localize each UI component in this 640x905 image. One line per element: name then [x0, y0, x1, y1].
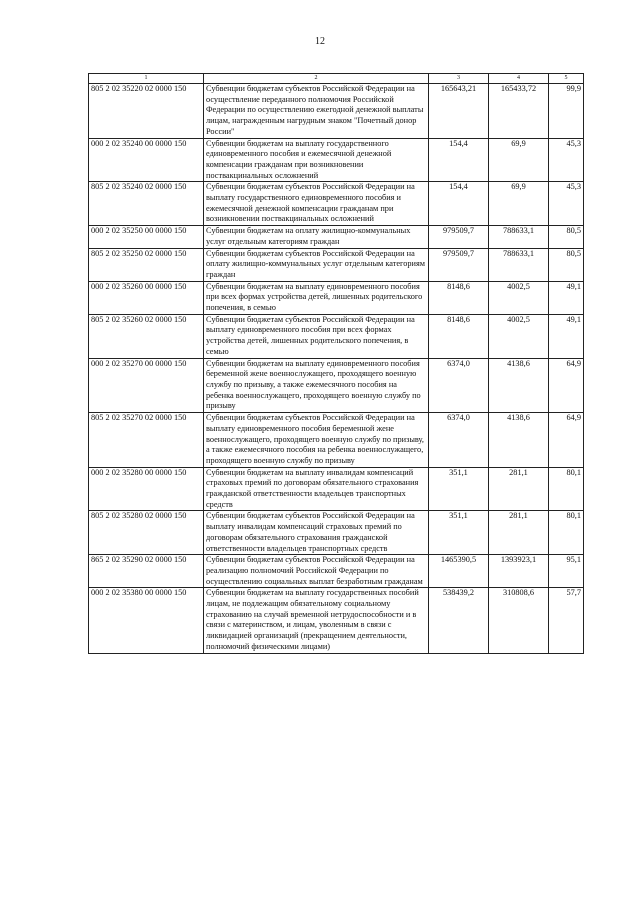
name-cell: Субвенции бюджетам субъектов Российской Федерации на выплату единовременного пособия при всех формах устройства детей, лишенных родительского попечения, в семью — [204, 314, 429, 358]
actual-value-cell: 69,9 — [489, 138, 549, 182]
code-cell: 000 2 02 35270 00 0000 150 — [89, 358, 204, 413]
code-cell: 805 2 02 35280 02 0000 150 — [89, 511, 204, 555]
column-number-cell: 4 — [489, 74, 549, 84]
table-body — [89, 74, 584, 654]
actual-value-cell: 788633,1 — [489, 226, 549, 248]
column-number-cell: 2 — [204, 74, 429, 84]
percent-cell: 57,7 — [549, 588, 584, 653]
code-cell: 805 2 02 35250 02 0000 150 — [89, 248, 204, 281]
percent-cell: 99,9 — [549, 84, 584, 139]
name-cell: Субвенции бюджетам на оплату жилищно-коммунальных услуг отдельным категориям граждан — [204, 226, 429, 248]
percent-cell: 64,9 — [549, 358, 584, 413]
percent-cell: 49,1 — [549, 314, 584, 358]
percent-cell: 64,9 — [549, 413, 584, 468]
code-cell: 865 2 02 35290 02 0000 150 — [89, 555, 204, 588]
percent-cell: 49,1 — [549, 281, 584, 314]
code-cell: 000 2 02 35280 00 0000 150 — [89, 467, 204, 511]
name-cell: Субвенции бюджетам субъектов Российской Федерации на выплату инвалидам компенсаций страховых премий по договорам обязательного страхования гражданской ответственности владельцев транспортных средств — [204, 511, 429, 555]
table-row — [89, 84, 584, 139]
actual-value-cell: 1393923,1 — [489, 555, 549, 588]
plan-value-cell: 154,4 — [429, 182, 489, 226]
name-cell: Субвенции бюджетам субъектов Российской Федерации на выплату государственного единовременного пособия и ежемесячной денежной компенсации гражданам при возникновении поствакцинальных осложнений — [204, 182, 429, 226]
actual-value-cell: 4002,5 — [489, 281, 549, 314]
percent-cell: 80,5 — [549, 248, 584, 281]
actual-value-cell: 69,9 — [489, 182, 549, 226]
code-cell: 000 2 02 35380 00 0000 150 — [89, 588, 204, 653]
plan-value-cell: 6374,0 — [429, 413, 489, 468]
table-row — [89, 248, 584, 281]
code-cell: 000 2 02 35240 00 0000 150 — [89, 138, 204, 182]
table-row — [89, 182, 584, 226]
name-cell: Субвенции бюджетам субъектов Российской Федерации на реализацию полномочий Российской Федерации по осуществлению социальных выплат безработным гражданам — [204, 555, 429, 588]
percent-cell: 95,1 — [549, 555, 584, 588]
table-row — [89, 281, 584, 314]
plan-value-cell: 1465390,5 — [429, 555, 489, 588]
actual-value-cell: 4138,6 — [489, 413, 549, 468]
actual-value-cell: 310808,6 — [489, 588, 549, 653]
percent-cell: 80,5 — [549, 226, 584, 248]
code-cell: 000 2 02 35250 00 0000 150 — [89, 226, 204, 248]
name-cell: Субвенции бюджетам на выплату единовременного пособия при всех формах устройства детей, лишенных родительского попечения, в семью — [204, 281, 429, 314]
plan-value-cell: 979509,7 — [429, 226, 489, 248]
name-cell: Субвенции бюджетам субъектов Российской Федерации на выплату единовременного пособия беременной жене военнослужащего, проходящего военную службу по призыву, а также ежемесячного пособия на ребенка военнослужащего, проходящего военную службу по призыву — [204, 413, 429, 468]
table-row — [89, 511, 584, 555]
name-cell: Субвенции бюджетам на выплату инвалидам компенсаций страховых премий по договорам обязательного страхования гражданской ответственности владельцев транспортных средств — [204, 467, 429, 511]
table-row — [89, 413, 584, 468]
code-cell: 805 2 02 35240 02 0000 150 — [89, 182, 204, 226]
percent-cell: 45,3 — [549, 182, 584, 226]
actual-value-cell: 165433,72 — [489, 84, 549, 139]
table-row — [89, 358, 584, 413]
plan-value-cell: 8148,6 — [429, 314, 489, 358]
plan-value-cell: 351,1 — [429, 511, 489, 555]
plan-value-cell: 351,1 — [429, 467, 489, 511]
name-cell: Субвенции бюджетам субъектов Российской Федерации на осуществление переданного полномочия Российской Федерации по осуществлению ежегодной денежной выплаты лицам, награжденным нагрудным знаком "Почетный донор России" — [204, 84, 429, 139]
table-row — [89, 138, 584, 182]
percent-cell: 80,1 — [549, 511, 584, 555]
percent-cell: 45,3 — [549, 138, 584, 182]
actual-value-cell: 4138,6 — [489, 358, 549, 413]
actual-value-cell: 4002,5 — [489, 314, 549, 358]
actual-value-cell: 788633,1 — [489, 248, 549, 281]
column-number-cell: 3 — [429, 74, 489, 84]
column-number-row — [89, 74, 584, 84]
actual-value-cell: 281,1 — [489, 511, 549, 555]
plan-value-cell: 6374,0 — [429, 358, 489, 413]
code-cell: 805 2 02 35220 02 0000 150 — [89, 84, 204, 139]
page-number: 12 — [315, 36, 325, 47]
budget-table — [88, 73, 584, 654]
table-row — [89, 314, 584, 358]
column-number-cell: 5 — [549, 74, 584, 84]
table-row — [89, 226, 584, 248]
name-cell: Субвенции бюджетам субъектов Российской Федерации на оплату жилищно-коммунальных услуг отдельным категориям граждан — [204, 248, 429, 281]
table-row — [89, 555, 584, 588]
name-cell: Субвенции бюджетам на выплату государственного единовременного пособия и ежемесячной денежной компенсации гражданам при возникновении поствакцинальных осложнений — [204, 138, 429, 182]
code-cell: 805 2 02 35270 02 0000 150 — [89, 413, 204, 468]
table-row — [89, 467, 584, 511]
plan-value-cell: 538439,2 — [429, 588, 489, 653]
plan-value-cell: 165643,21 — [429, 84, 489, 139]
code-cell: 805 2 02 35260 02 0000 150 — [89, 314, 204, 358]
percent-cell: 80,1 — [549, 467, 584, 511]
code-cell: 000 2 02 35260 00 0000 150 — [89, 281, 204, 314]
plan-value-cell: 8148,6 — [429, 281, 489, 314]
actual-value-cell: 281,1 — [489, 467, 549, 511]
column-number-cell: 1 — [89, 74, 204, 84]
plan-value-cell: 154,4 — [429, 138, 489, 182]
name-cell: Субвенции бюджетам на выплату государственных пособий лицам, не подлежащим обязательному социальному страхованию на случай временной нетрудоспособности и в связи с материнством, и лицам, уволенным в связи с ликвидацией организаций (прекращением деятельности, полномочий физическими лицами) — [204, 588, 429, 653]
name-cell: Субвенции бюджетам на выплату единовременного пособия беременной жене военнослужащего, проходящего военную службу по призыву, а также ежемесячного пособия на ребенка военнослужащего, проходящего военную службу по призыву — [204, 358, 429, 413]
table-row — [89, 588, 584, 653]
plan-value-cell: 979509,7 — [429, 248, 489, 281]
